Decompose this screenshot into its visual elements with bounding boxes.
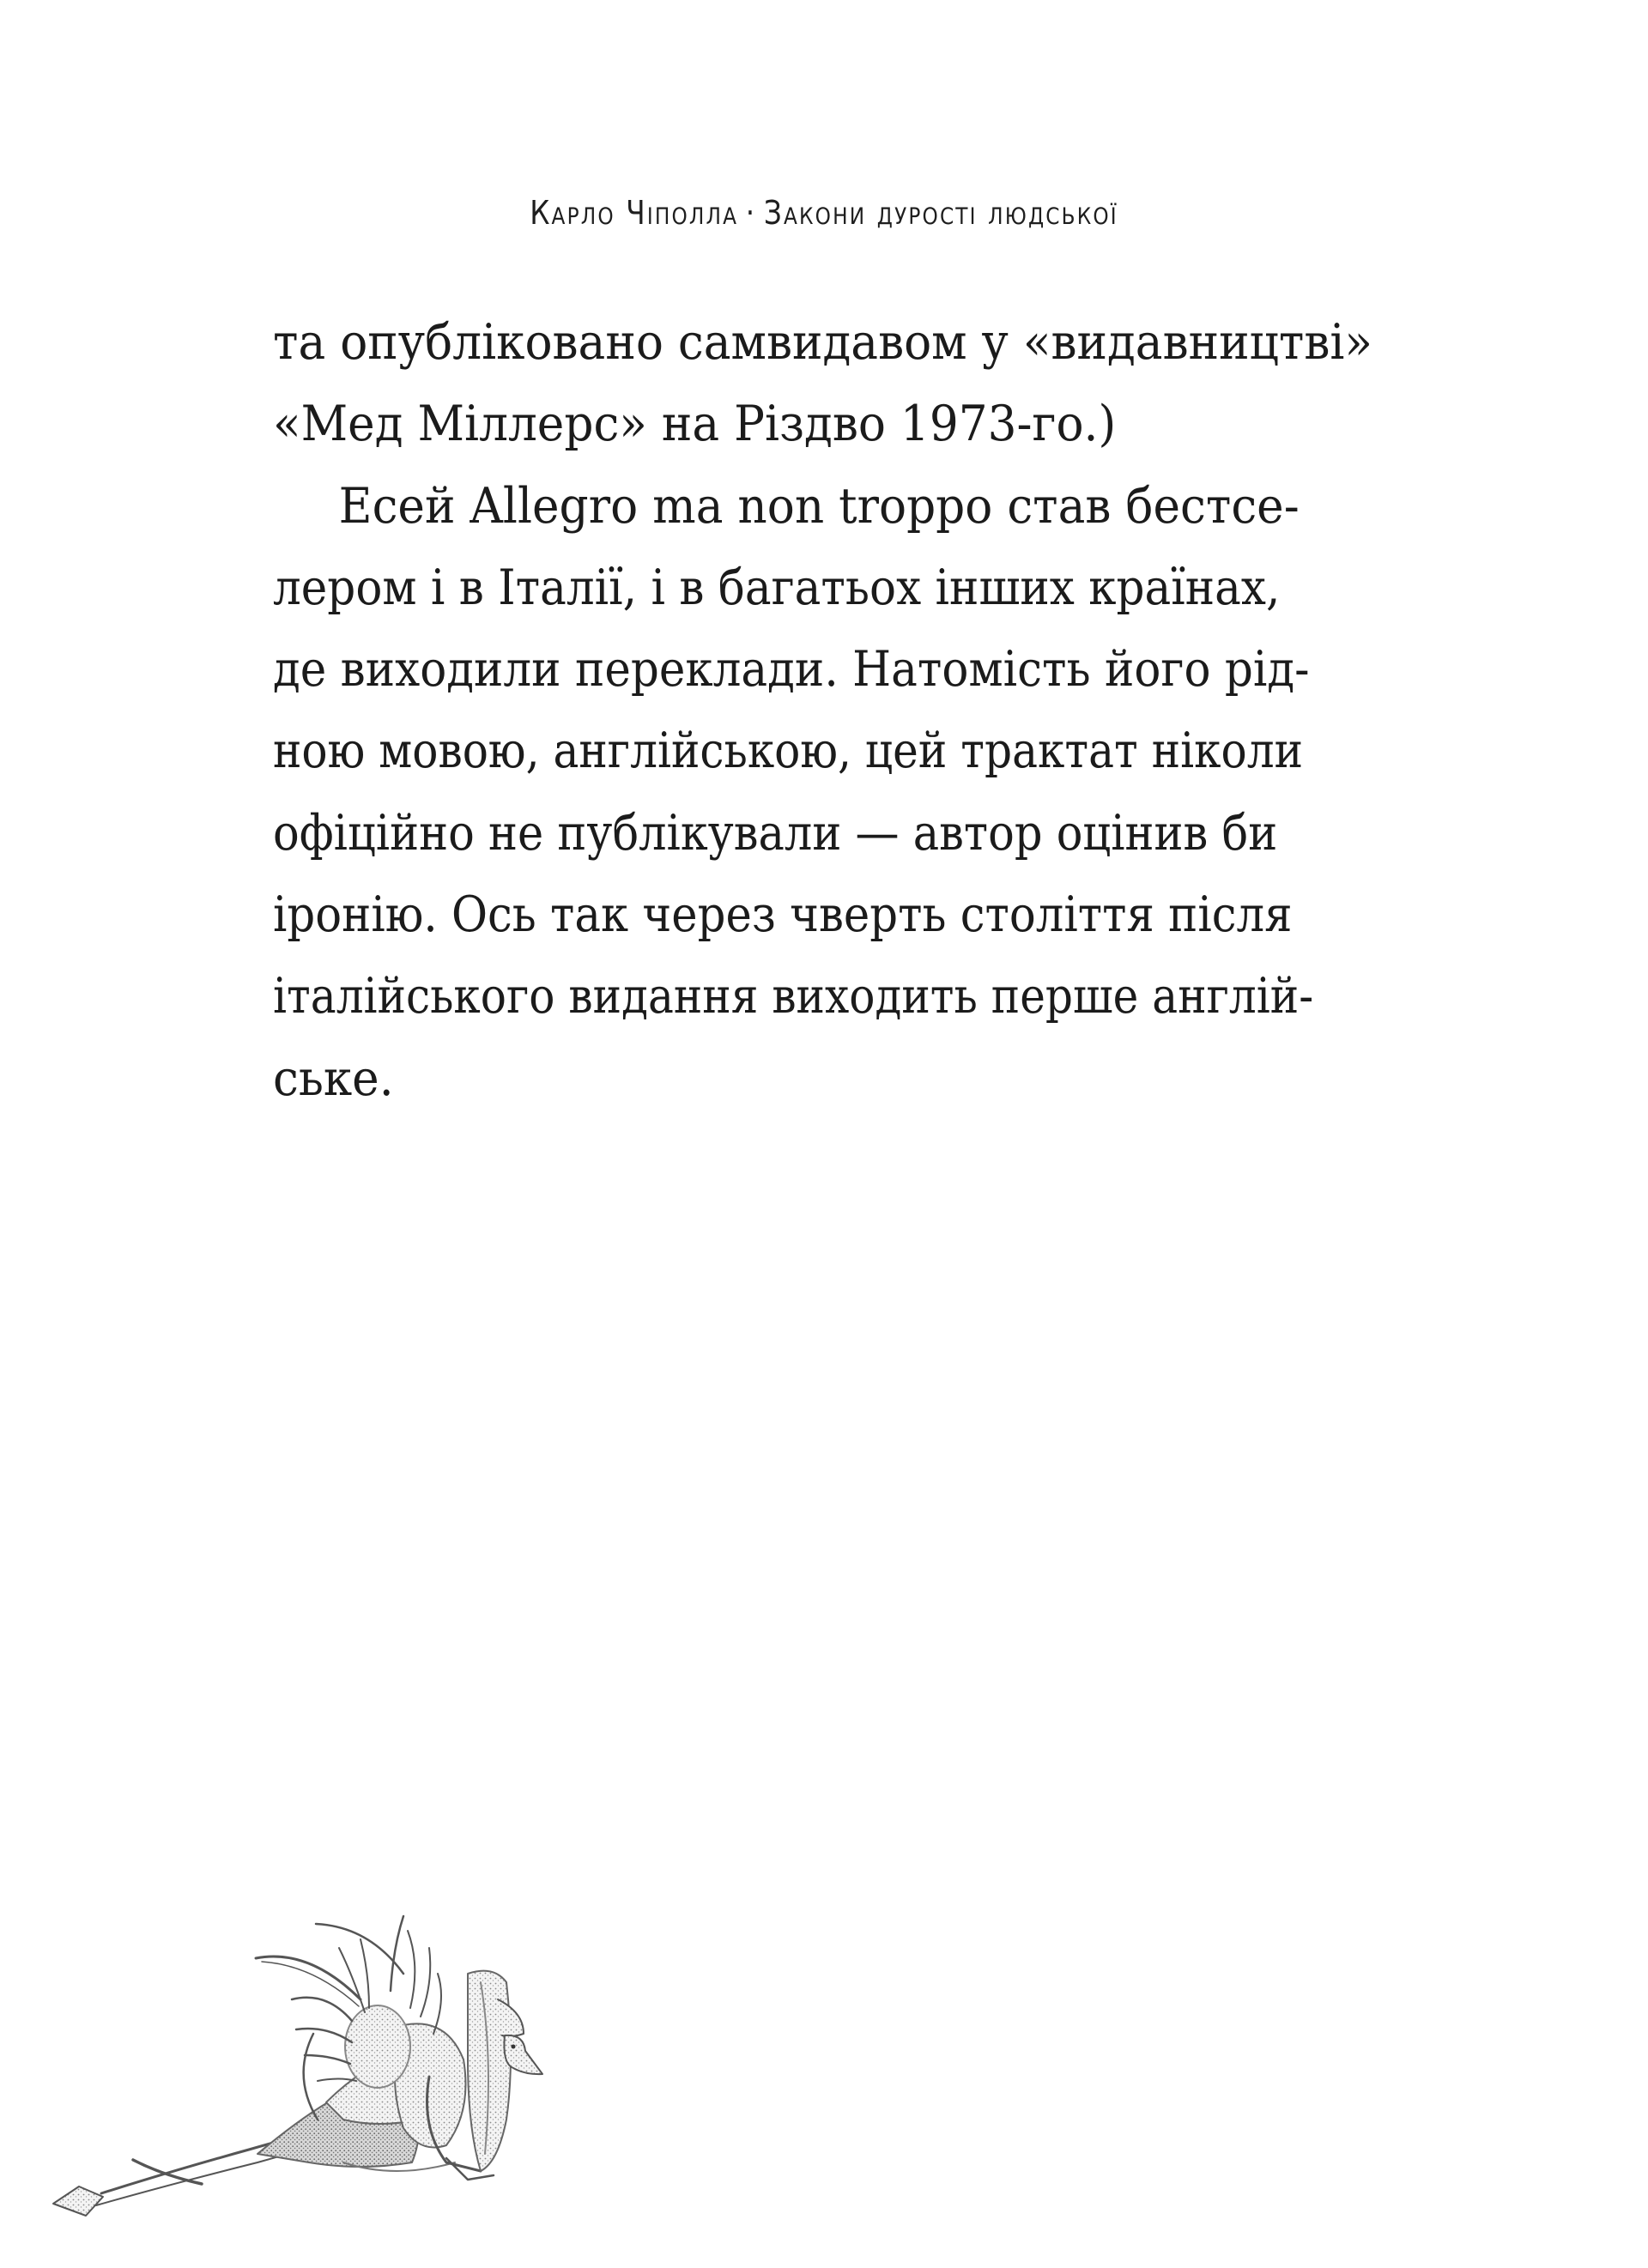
running-head-separator: · bbox=[745, 194, 757, 232]
text-line: лером і в Італії, і в багатьох інших країнах, bbox=[273, 559, 1281, 616]
body-text bbox=[273, 302, 1380, 1120]
running-head bbox=[115, 191, 1532, 235]
text-line: ське. bbox=[273, 1049, 394, 1107]
text-line: іронію. Ось так через чверть століття після bbox=[273, 886, 1293, 944]
text-line: Есей Allegro ma non troppo став бестсе- bbox=[338, 477, 1300, 535]
running-head-title: Закони дурості людської bbox=[763, 194, 1118, 232]
text-line: «Мед Міллерс» на Різдво 1973-го.) bbox=[273, 396, 1117, 453]
text-line: ною мовою, англійською, цей трактат ніколи bbox=[273, 723, 1304, 780]
fantastic-creature-illustration-icon bbox=[34, 1896, 566, 2223]
text-line: де виходили переклади. Натомість його рід- bbox=[273, 641, 1310, 699]
running-head-author: Карло Чіполла bbox=[530, 194, 739, 232]
text-line: італійського видання виходить перше англій- bbox=[273, 968, 1314, 1025]
text-line: та опубліковано самвидавом у «видавництві» bbox=[273, 314, 1373, 371]
text-line: офіційно не публікували — автор оцінив би bbox=[273, 804, 1278, 862]
